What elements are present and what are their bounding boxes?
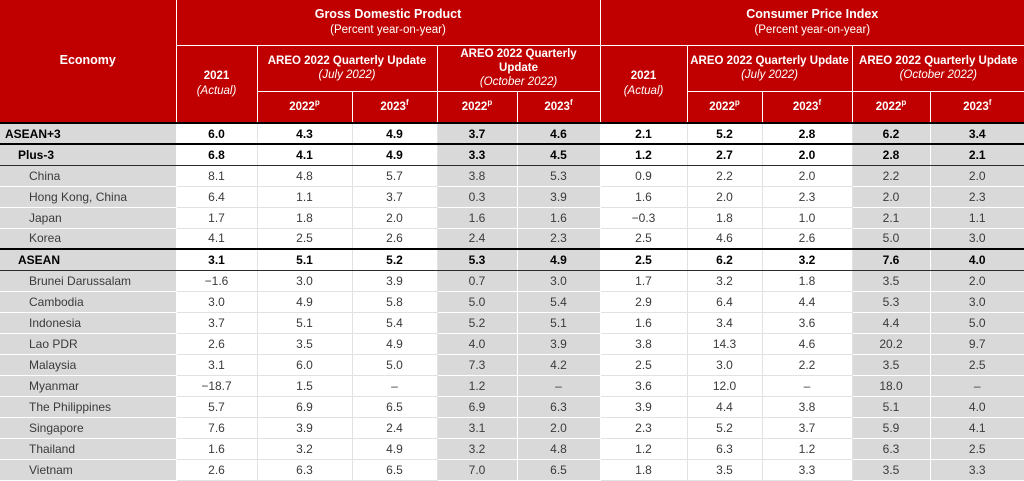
cpi-oct-2022p-header: 2022$^p$ xyxy=(852,91,930,123)
cpi-group-subtitle: (Percent year-on-year) xyxy=(754,23,871,36)
value-cell: 7.6 xyxy=(852,249,930,270)
gdp-july-2022p-header: 2022$^p$ xyxy=(257,91,352,123)
value-cell: 5.9 xyxy=(852,417,930,438)
value-cell: 2.0 xyxy=(687,186,762,207)
value-cell: 4.6 xyxy=(762,333,852,354)
gdp-july-update-header: AREO 2022 Quarterly Update (July 2022) xyxy=(257,45,437,91)
economy-cell: Cambodia xyxy=(0,291,176,312)
value-cell: 4.0 xyxy=(930,396,1024,417)
value-cell: 4.1 xyxy=(257,144,352,165)
value-cell: 3.2 xyxy=(762,249,852,270)
value-cell: 7.6 xyxy=(176,417,257,438)
value-cell: 3.6 xyxy=(600,375,687,396)
gdp-group-header xyxy=(176,0,600,45)
table-row xyxy=(0,333,1024,354)
value-cell: 6.2 xyxy=(687,249,762,270)
economy-cell: Brunei Darussalam xyxy=(0,270,176,291)
value-cell: 6.9 xyxy=(437,396,517,417)
table-row xyxy=(0,354,1024,375)
value-cell: 2.0 xyxy=(352,207,437,228)
value-cell: 2.6 xyxy=(176,459,257,480)
value-cell: 1.8 xyxy=(687,207,762,228)
cpi-oct-2023f-header: 2023$^f$ xyxy=(930,91,1024,123)
value-cell: 6.4 xyxy=(176,186,257,207)
value-cell: 2.3 xyxy=(517,228,600,249)
cpi-october-update-header: AREO 2022 Quarterly Update (October 2022) xyxy=(852,45,1024,91)
gdp-october-update-header: AREO 2022 Quarterly Update (October 2022) xyxy=(437,45,600,91)
economy-cell: Thailand xyxy=(0,438,176,459)
value-cell: 0.7 xyxy=(437,270,517,291)
value-cell: 5.3 xyxy=(852,291,930,312)
table-row xyxy=(0,396,1024,417)
value-cell: 4.9 xyxy=(517,249,600,270)
value-cell: 2.0 xyxy=(852,186,930,207)
value-cell: 4.1 xyxy=(176,228,257,249)
economy-cell: Hong Kong, China xyxy=(0,186,176,207)
value-cell: 1.8 xyxy=(600,459,687,480)
value-cell: 4.1 xyxy=(930,417,1024,438)
value-cell: 2.3 xyxy=(600,417,687,438)
value-cell: 4.3 xyxy=(257,123,352,144)
economy-cell: Japan xyxy=(0,207,176,228)
value-cell: 4.0 xyxy=(437,333,517,354)
value-cell: 3.7 xyxy=(762,417,852,438)
value-cell: 6.0 xyxy=(257,354,352,375)
value-cell: 6.4 xyxy=(687,291,762,312)
value-cell: 4.6 xyxy=(517,123,600,144)
value-cell: −1.6 xyxy=(176,270,257,291)
value-cell: 2.0 xyxy=(930,165,1024,186)
value-cell: 7.3 xyxy=(437,354,517,375)
value-cell: 5.4 xyxy=(352,312,437,333)
value-cell: 2.5 xyxy=(600,228,687,249)
value-cell: 2.7 xyxy=(687,144,762,165)
economy-cell: Indonesia xyxy=(0,312,176,333)
value-cell: −18.7 xyxy=(176,375,257,396)
value-cell: 3.2 xyxy=(257,438,352,459)
value-cell: 3.7 xyxy=(352,186,437,207)
value-cell: 6.3 xyxy=(687,438,762,459)
value-cell: 1.6 xyxy=(437,207,517,228)
economy-cell: Plus-3 xyxy=(0,144,176,165)
value-cell: 3.5 xyxy=(852,354,930,375)
value-cell: 1.2 xyxy=(600,438,687,459)
value-cell: 2.0 xyxy=(930,270,1024,291)
value-cell: 2.3 xyxy=(930,186,1024,207)
value-cell: 3.0 xyxy=(176,291,257,312)
table-row xyxy=(0,207,1024,228)
table-row xyxy=(0,291,1024,312)
value-cell: 5.4 xyxy=(517,291,600,312)
value-cell: 2.8 xyxy=(852,144,930,165)
gdp-group-title: Gross Domestic Product xyxy=(314,7,462,22)
value-cell: 1.6 xyxy=(517,207,600,228)
value-cell: 1.2 xyxy=(437,375,517,396)
value-cell: 5.0 xyxy=(930,312,1024,333)
value-cell: 6.8 xyxy=(176,144,257,165)
value-cell: 3.8 xyxy=(762,396,852,417)
value-cell: 2.8 xyxy=(762,123,852,144)
value-cell: – xyxy=(517,375,600,396)
value-cell: 6.3 xyxy=(517,396,600,417)
value-cell: 4.8 xyxy=(257,165,352,186)
value-cell: 3.0 xyxy=(687,354,762,375)
value-cell: 2.6 xyxy=(352,228,437,249)
value-cell: 3.9 xyxy=(517,186,600,207)
value-cell: 3.9 xyxy=(600,396,687,417)
table-body xyxy=(0,123,1024,480)
value-cell: 5.2 xyxy=(687,417,762,438)
value-cell: 3.5 xyxy=(852,459,930,480)
value-cell: 6.5 xyxy=(352,459,437,480)
value-cell: 3.0 xyxy=(930,291,1024,312)
value-cell: 1.7 xyxy=(176,207,257,228)
value-cell: 3.2 xyxy=(437,438,517,459)
table-row xyxy=(0,228,1024,249)
economy-cell: Singapore xyxy=(0,417,176,438)
table-row xyxy=(0,438,1024,459)
value-cell: 4.9 xyxy=(352,333,437,354)
economy-cell: ASEAN+3 xyxy=(0,123,176,144)
value-cell: 1.8 xyxy=(762,270,852,291)
value-cell: – xyxy=(762,375,852,396)
value-cell: 9.7 xyxy=(930,333,1024,354)
value-cell: 3.3 xyxy=(930,459,1024,480)
value-cell: 3.0 xyxy=(517,270,600,291)
value-cell: 3.9 xyxy=(257,417,352,438)
value-cell: 1.8 xyxy=(257,207,352,228)
value-cell: 3.5 xyxy=(852,270,930,291)
value-cell: 1.7 xyxy=(600,270,687,291)
value-cell: 2.3 xyxy=(762,186,852,207)
value-cell: 5.0 xyxy=(352,354,437,375)
gdp-2021-actual-header: 2021 (Actual) xyxy=(176,45,257,123)
value-cell: 2.9 xyxy=(600,291,687,312)
value-cell: 1.6 xyxy=(600,312,687,333)
value-cell: 7.0 xyxy=(437,459,517,480)
value-cell: 3.9 xyxy=(352,270,437,291)
value-cell: 5.3 xyxy=(517,165,600,186)
value-cell: 2.4 xyxy=(352,417,437,438)
value-cell: 3.1 xyxy=(176,354,257,375)
value-cell: 6.5 xyxy=(352,396,437,417)
table-row xyxy=(0,249,1024,270)
value-cell: 2.5 xyxy=(600,354,687,375)
value-cell: 3.9 xyxy=(517,333,600,354)
value-cell: 5.2 xyxy=(687,123,762,144)
value-cell: 1.5 xyxy=(257,375,352,396)
value-cell: 6.5 xyxy=(517,459,600,480)
value-cell: 2.0 xyxy=(762,165,852,186)
value-cell: 2.0 xyxy=(517,417,600,438)
value-cell: 5.0 xyxy=(437,291,517,312)
value-cell: 1.2 xyxy=(762,438,852,459)
value-cell: 2.6 xyxy=(762,228,852,249)
value-cell: 4.8 xyxy=(517,438,600,459)
value-cell: 4.9 xyxy=(352,438,437,459)
value-cell: 1.2 xyxy=(600,144,687,165)
economy-cell: ASEAN xyxy=(0,249,176,270)
value-cell: 6.9 xyxy=(257,396,352,417)
value-cell: 2.2 xyxy=(762,354,852,375)
value-cell: −0.3 xyxy=(600,207,687,228)
gdp-oct-2023f-header: 2023$^f$ xyxy=(517,91,600,123)
value-cell: 2.6 xyxy=(176,333,257,354)
value-cell: 4.6 xyxy=(687,228,762,249)
value-cell: 12.0 xyxy=(687,375,762,396)
table-row xyxy=(0,417,1024,438)
value-cell: 2.1 xyxy=(930,144,1024,165)
table-row xyxy=(0,186,1024,207)
economy-cell: Lao PDR xyxy=(0,333,176,354)
value-cell: 2.4 xyxy=(437,228,517,249)
value-cell: 2.1 xyxy=(600,123,687,144)
value-cell: 3.8 xyxy=(600,333,687,354)
value-cell: 6.0 xyxy=(176,123,257,144)
value-cell: 3.8 xyxy=(437,165,517,186)
economy-cell: Korea xyxy=(0,228,176,249)
value-cell: 4.5 xyxy=(517,144,600,165)
table-row xyxy=(0,123,1024,144)
value-cell: 1.1 xyxy=(257,186,352,207)
value-cell: 2.5 xyxy=(930,354,1024,375)
value-cell: 4.9 xyxy=(352,144,437,165)
table-row xyxy=(0,144,1024,165)
value-cell: 6.3 xyxy=(852,438,930,459)
value-cell: 6.3 xyxy=(257,459,352,480)
cpi-july-2022p-header: 2022$^p$ xyxy=(687,91,762,123)
table-row xyxy=(0,312,1024,333)
value-cell: 4.0 xyxy=(930,249,1024,270)
value-cell: 4.9 xyxy=(352,123,437,144)
value-cell: 3.5 xyxy=(687,459,762,480)
value-cell: 4.9 xyxy=(257,291,352,312)
economy-cell: China xyxy=(0,165,176,186)
cpi-group-title: Consumer Price Index xyxy=(746,7,879,22)
value-cell: 3.4 xyxy=(687,312,762,333)
value-cell: 18.0 xyxy=(852,375,930,396)
value-cell: – xyxy=(352,375,437,396)
value-cell: 1.0 xyxy=(762,207,852,228)
value-cell: 5.0 xyxy=(852,228,930,249)
value-cell: – xyxy=(930,375,1024,396)
economy-cell: Vietnam xyxy=(0,459,176,480)
economy-cell: The Philippines xyxy=(0,396,176,417)
value-cell: 3.2 xyxy=(687,270,762,291)
table-row xyxy=(0,375,1024,396)
value-cell: 3.4 xyxy=(930,123,1024,144)
value-cell: 3.3 xyxy=(437,144,517,165)
value-cell: 5.8 xyxy=(352,291,437,312)
value-cell: 1.6 xyxy=(176,438,257,459)
value-cell: 2.2 xyxy=(687,165,762,186)
table-row xyxy=(0,165,1024,186)
gdp-group-subtitle: (Percent year-on-year) xyxy=(330,23,446,36)
economy-cell: Malaysia xyxy=(0,354,176,375)
value-cell: 3.0 xyxy=(930,228,1024,249)
cpi-group-header xyxy=(600,0,1024,45)
value-cell: 5.2 xyxy=(352,249,437,270)
cpi-2021-actual-header: 2021 (Actual) xyxy=(600,45,687,123)
economy-cell: Myanmar xyxy=(0,375,176,396)
value-cell: 6.2 xyxy=(852,123,930,144)
value-cell: 5.1 xyxy=(257,249,352,270)
cpi-july-2023f-header: 2023$^f$ xyxy=(762,91,852,123)
value-cell: 3.6 xyxy=(762,312,852,333)
value-cell: 3.0 xyxy=(257,270,352,291)
cpi-july-update-header: AREO 2022 Quarterly Update (July 2022) xyxy=(687,45,852,91)
value-cell: 4.4 xyxy=(687,396,762,417)
value-cell: 4.4 xyxy=(762,291,852,312)
value-cell: 5.2 xyxy=(437,312,517,333)
value-cell: 3.1 xyxy=(437,417,517,438)
value-cell: 3.3 xyxy=(762,459,852,480)
value-cell: 5.7 xyxy=(352,165,437,186)
value-cell: 2.1 xyxy=(852,207,930,228)
value-cell: 2.2 xyxy=(852,165,930,186)
value-cell: 5.1 xyxy=(852,396,930,417)
value-cell: 2.5 xyxy=(600,249,687,270)
gdp-oct-2022p-header: 2022$^p$ xyxy=(437,91,517,123)
value-cell: 20.2 xyxy=(852,333,930,354)
value-cell: 0.9 xyxy=(600,165,687,186)
value-cell: 3.7 xyxy=(437,123,517,144)
value-cell: 5.3 xyxy=(437,249,517,270)
value-cell: 0.3 xyxy=(437,186,517,207)
value-cell: 4.4 xyxy=(852,312,930,333)
value-cell: 5.7 xyxy=(176,396,257,417)
gdp-july-2023f-header: 2023$^f$ xyxy=(352,91,437,123)
value-cell: 2.5 xyxy=(930,438,1024,459)
table-row xyxy=(0,270,1024,291)
economy-column-header: Economy xyxy=(0,0,176,123)
value-cell: 4.2 xyxy=(517,354,600,375)
value-cell: 8.1 xyxy=(176,165,257,186)
value-cell: 14.3 xyxy=(687,333,762,354)
value-cell: 2.0 xyxy=(762,144,852,165)
table-header xyxy=(0,0,1024,123)
value-cell: 5.1 xyxy=(517,312,600,333)
value-cell: 1.6 xyxy=(600,186,687,207)
value-cell: 3.5 xyxy=(257,333,352,354)
value-cell: 1.1 xyxy=(930,207,1024,228)
value-cell: 5.1 xyxy=(257,312,352,333)
value-cell: 3.1 xyxy=(176,249,257,270)
value-cell: 3.7 xyxy=(176,312,257,333)
value-cell: 2.5 xyxy=(257,228,352,249)
